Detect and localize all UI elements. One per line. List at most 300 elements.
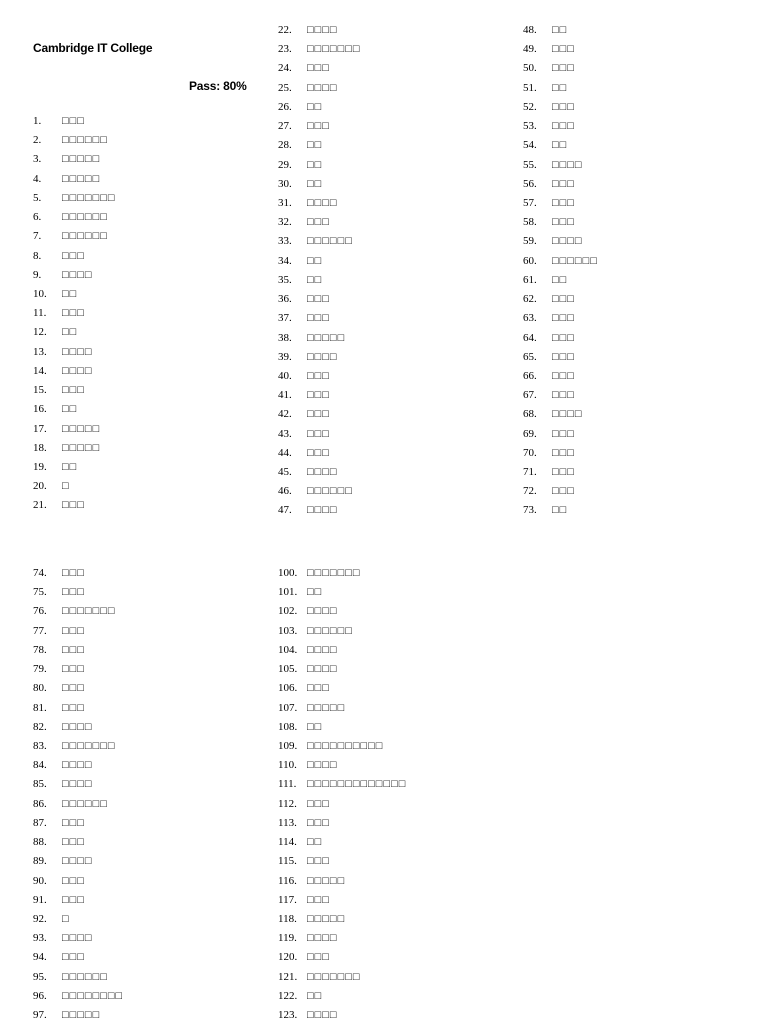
item-text: □□□ xyxy=(552,100,575,113)
item-number: 24. xyxy=(278,62,292,75)
item-text: □□□□ xyxy=(62,932,93,945)
list-item xyxy=(278,425,361,444)
item-number: 100. xyxy=(278,567,298,579)
item-text: □□□ xyxy=(552,350,575,363)
list-item xyxy=(278,929,406,948)
item-text: □□□□□□ xyxy=(62,797,108,810)
item-number: 38. xyxy=(278,331,292,344)
item-number: 52. xyxy=(523,100,537,113)
list-item xyxy=(33,775,123,794)
item-text: □□□□□ xyxy=(62,172,101,185)
item-number: 77. xyxy=(33,624,47,637)
item-number: 110. xyxy=(278,759,297,772)
item-text: □□□□ xyxy=(307,504,338,517)
item-text: □□ xyxy=(62,287,78,300)
item-number: 108. xyxy=(278,720,298,733)
list-item xyxy=(278,482,361,501)
item-text: □□□□□□ xyxy=(62,134,108,147)
item-number: 83. xyxy=(33,739,47,752)
item-number: 25. xyxy=(278,81,292,94)
item-text: □□ xyxy=(307,177,323,190)
item-text: □□□□□ xyxy=(307,912,346,925)
list-item xyxy=(33,304,116,323)
list-item xyxy=(33,564,123,583)
item-number: 72. xyxy=(523,485,537,498)
item-text: □□□ xyxy=(62,951,85,964)
item-text: □□□□ xyxy=(307,932,338,945)
item-text: □□□ xyxy=(552,216,575,229)
item-number: 92. xyxy=(33,912,47,925)
item-number: 84. xyxy=(33,759,47,772)
item-number: 102. xyxy=(278,605,298,618)
item-number: 111. xyxy=(278,778,297,791)
item-text: □□ xyxy=(307,139,323,152)
list-item xyxy=(278,891,406,910)
list-item xyxy=(278,564,406,583)
item-text: □□□ xyxy=(307,951,330,964)
list-item xyxy=(33,400,116,419)
item-text: □□□□ xyxy=(62,759,93,772)
item-number: 20. xyxy=(33,480,47,493)
list-item xyxy=(278,117,361,136)
item-number: 81. xyxy=(33,701,47,714)
item-text: □□□ xyxy=(62,663,85,676)
list-item xyxy=(278,641,406,660)
item-text: □□□ xyxy=(62,682,85,695)
list-item xyxy=(523,40,598,59)
item-number: 82. xyxy=(33,720,47,733)
item-number: 46. xyxy=(278,485,292,498)
item-text: □□□ xyxy=(62,836,85,849)
list-item xyxy=(523,386,598,405)
list-item xyxy=(33,833,123,852)
item-text: □□□ xyxy=(62,701,85,714)
item-number: 69. xyxy=(523,427,537,440)
item-text: □□□ xyxy=(62,874,85,887)
item-number: 70. xyxy=(523,446,537,459)
item-number: 119. xyxy=(278,932,297,945)
list-column-2 xyxy=(278,21,361,521)
item-number: 64. xyxy=(523,331,537,344)
item-number: 27. xyxy=(278,120,292,133)
item-number: 42. xyxy=(278,408,292,421)
list-item xyxy=(278,329,361,348)
item-number: 18. xyxy=(33,441,47,454)
list-item xyxy=(278,156,361,175)
list-item xyxy=(278,271,361,290)
item-number: 50. xyxy=(523,62,537,75)
item-number: 115. xyxy=(278,855,297,868)
item-text: □□□□□□□□□□ xyxy=(307,739,384,752)
item-number: 106. xyxy=(278,682,298,695)
list-item xyxy=(523,444,598,463)
item-number: 35. xyxy=(278,273,292,286)
item-text: □□□□□□□ xyxy=(307,43,361,56)
item-number: 60. xyxy=(523,254,537,267)
item-number: 59. xyxy=(523,235,537,248)
item-number: 11. xyxy=(33,307,47,320)
item-number: 8. xyxy=(33,249,42,262)
item-number: 107. xyxy=(278,701,298,714)
item-number: 61. xyxy=(523,273,537,286)
list-item xyxy=(523,156,598,175)
item-text: □□□□ xyxy=(62,268,93,281)
list-item xyxy=(278,309,361,328)
item-number: 6. xyxy=(33,211,42,224)
item-number: 95. xyxy=(33,970,47,983)
item-number: 54. xyxy=(523,139,537,152)
item-number: 71. xyxy=(523,466,537,479)
item-number: 9. xyxy=(33,268,42,281)
item-text: □□ xyxy=(307,989,323,1002)
item-text: □ xyxy=(62,480,70,493)
list-item xyxy=(33,439,116,458)
item-number: 7. xyxy=(33,230,42,243)
item-number: 114. xyxy=(278,836,297,849)
list-item xyxy=(523,194,598,213)
list-item xyxy=(278,79,361,98)
item-text: □□□ xyxy=(552,177,575,190)
pass-mark: Pass: 80% xyxy=(189,79,247,93)
list-item xyxy=(33,496,116,515)
item-number: 78. xyxy=(33,643,47,656)
item-number: 63. xyxy=(523,312,537,325)
item-number: 16. xyxy=(33,403,47,416)
list-item xyxy=(33,170,116,189)
list-item xyxy=(33,323,116,342)
item-text: □□□ xyxy=(552,389,575,402)
item-text: □□ xyxy=(307,720,323,733)
list-item xyxy=(278,367,361,386)
item-text: □□□□□ xyxy=(307,331,346,344)
list-item xyxy=(278,213,361,232)
list-item xyxy=(33,602,123,621)
item-text: □□□ xyxy=(62,893,85,906)
item-number: 87. xyxy=(33,816,47,829)
list-item xyxy=(278,290,361,309)
list-item xyxy=(33,872,123,891)
item-text: □□□ xyxy=(307,369,330,382)
item-number: 94. xyxy=(33,951,47,964)
item-number: 67. xyxy=(523,389,537,402)
list-item xyxy=(33,285,116,304)
list-item xyxy=(33,208,116,227)
item-number: 85. xyxy=(33,778,47,791)
item-text: □□□□□□ xyxy=(307,624,353,637)
item-text: □□ xyxy=(307,100,323,113)
list-item xyxy=(33,381,116,400)
item-number: 51. xyxy=(523,81,537,94)
item-text: □□□ xyxy=(552,293,575,306)
list-item xyxy=(523,79,598,98)
list-item xyxy=(278,348,361,367)
item-number: 75. xyxy=(33,586,47,599)
item-text: □□ xyxy=(307,273,323,286)
item-number: 47. xyxy=(278,504,292,517)
list-item xyxy=(278,583,406,602)
item-text: □□ xyxy=(307,158,323,171)
list-item xyxy=(33,756,123,775)
list-item xyxy=(278,756,406,775)
item-number: 65. xyxy=(523,350,537,363)
list-item xyxy=(523,98,598,117)
list-item xyxy=(33,948,123,967)
item-text: □□□ xyxy=(307,682,330,695)
item-text: □□□□ xyxy=(307,663,338,676)
item-number: 41. xyxy=(278,389,292,402)
item-text: □□□ xyxy=(552,331,575,344)
list-item xyxy=(523,348,598,367)
item-number: 109. xyxy=(278,739,298,752)
item-text: □□ xyxy=(552,504,568,517)
list-item xyxy=(523,463,598,482)
list-item xyxy=(278,194,361,213)
item-text: □□□ xyxy=(62,567,85,579)
list-item xyxy=(278,501,361,520)
list-item xyxy=(523,21,598,40)
item-number: 73. xyxy=(523,504,537,517)
item-text: □□□□□ xyxy=(307,701,346,714)
list-item xyxy=(33,362,116,381)
item-text: □□□□ xyxy=(552,408,583,421)
list-item xyxy=(33,891,123,910)
list-item xyxy=(523,309,598,328)
item-number: 56. xyxy=(523,177,537,190)
list-item xyxy=(278,59,361,78)
item-text: □□□ xyxy=(307,312,330,325)
item-text: □□□□ xyxy=(307,466,338,479)
item-text: □□□□ xyxy=(62,720,93,733)
item-number: 26. xyxy=(278,100,292,113)
item-text: □□□□ xyxy=(62,345,93,358)
list-item xyxy=(523,501,598,520)
item-text: □□ xyxy=(62,460,78,473)
list-item xyxy=(278,232,361,251)
item-number: 43. xyxy=(278,427,292,440)
list-item xyxy=(33,266,116,285)
list-item xyxy=(278,98,361,117)
list-item xyxy=(33,622,123,641)
list-item xyxy=(278,405,361,424)
list-item xyxy=(33,420,116,439)
item-text: □□□□□□□ xyxy=(62,605,116,618)
item-number: 79. xyxy=(33,663,47,676)
item-number: 122. xyxy=(278,989,298,1002)
item-text: □□□ xyxy=(552,43,575,56)
item-number: 32. xyxy=(278,216,292,229)
list-item xyxy=(278,948,406,967)
list-item xyxy=(523,329,598,348)
item-text: □□□ xyxy=(552,485,575,498)
item-number: 30. xyxy=(278,177,292,190)
list-column-4 xyxy=(33,564,123,1025)
list-column-3 xyxy=(523,21,598,521)
list-item xyxy=(33,910,123,929)
list-item xyxy=(278,136,361,155)
item-number: 90. xyxy=(33,874,47,887)
item-text: □□ xyxy=(307,836,323,849)
item-text: □□□ xyxy=(307,62,330,75)
item-number: 86. xyxy=(33,797,47,810)
item-text: □□□□ xyxy=(307,759,338,772)
item-text: □□□□ xyxy=(307,605,338,618)
item-number: 66. xyxy=(523,369,537,382)
item-text: □ xyxy=(62,912,70,925)
item-number: 117. xyxy=(278,893,297,906)
list-item xyxy=(278,444,361,463)
list-item xyxy=(33,718,123,737)
item-number: 44. xyxy=(278,446,292,459)
item-number: 21. xyxy=(33,499,47,512)
item-text: □□□□□□□ xyxy=(62,739,116,752)
list-item xyxy=(33,112,116,131)
list-item xyxy=(523,425,598,444)
item-number: 88. xyxy=(33,836,47,849)
list-item xyxy=(33,852,123,871)
list-item xyxy=(523,213,598,232)
item-text: □□□ xyxy=(552,427,575,440)
item-text: □□□ xyxy=(62,499,85,512)
item-number: 80. xyxy=(33,682,47,695)
item-number: 1. xyxy=(33,115,42,127)
item-text: □□□ xyxy=(552,466,575,479)
item-text: □□□□ xyxy=(552,235,583,248)
item-number: 13. xyxy=(33,345,47,358)
list-item xyxy=(33,795,123,814)
list-item xyxy=(278,463,361,482)
list-item xyxy=(523,252,598,271)
item-text: □□□ xyxy=(552,196,575,209)
list-item xyxy=(523,367,598,386)
list-item xyxy=(278,718,406,737)
item-number: 105. xyxy=(278,663,298,676)
item-text: □□ xyxy=(552,139,568,152)
list-item xyxy=(278,622,406,641)
item-text: □□□ xyxy=(552,312,575,325)
list-item xyxy=(278,1006,406,1025)
item-text: □□□□□□□ xyxy=(307,970,361,983)
list-item xyxy=(33,583,123,602)
item-number: 58. xyxy=(523,216,537,229)
item-number: 62. xyxy=(523,293,537,306)
item-number: 118. xyxy=(278,912,297,925)
item-number: 76. xyxy=(33,605,47,618)
item-number: 93. xyxy=(33,932,47,945)
item-text: □□□ xyxy=(307,389,330,402)
item-text: □□□ xyxy=(307,446,330,459)
list-item xyxy=(33,477,116,496)
list-item xyxy=(33,814,123,833)
list-item xyxy=(33,987,123,1006)
list-item xyxy=(278,40,361,59)
list-item xyxy=(33,1006,123,1025)
item-text: □□□□ xyxy=(307,350,338,363)
list-item xyxy=(278,602,406,621)
list-item xyxy=(523,290,598,309)
item-number: 22. xyxy=(278,24,292,36)
item-number: 45. xyxy=(278,466,292,479)
item-number: 74. xyxy=(33,567,47,579)
list-item xyxy=(33,227,116,246)
item-text: □□□ xyxy=(62,816,85,829)
item-number: 39. xyxy=(278,350,292,363)
item-number: 96. xyxy=(33,989,47,1002)
item-text: □□□□□□ xyxy=(307,485,353,498)
item-text: □□□ xyxy=(62,249,85,262)
item-text: □□□□ xyxy=(552,158,583,171)
item-number: 104. xyxy=(278,643,298,656)
item-number: 112. xyxy=(278,797,297,810)
item-number: 31. xyxy=(278,196,292,209)
list-item xyxy=(33,458,116,477)
list-item xyxy=(278,679,406,698)
item-text: □□□ xyxy=(307,816,330,829)
list-item xyxy=(523,59,598,78)
item-number: 53. xyxy=(523,120,537,133)
list-item xyxy=(278,968,406,987)
item-number: 97. xyxy=(33,1009,47,1022)
item-number: 19. xyxy=(33,460,47,473)
list-item xyxy=(278,910,406,929)
item-text: □□ xyxy=(307,586,323,599)
list-item xyxy=(33,247,116,266)
item-number: 14. xyxy=(33,364,47,377)
list-item xyxy=(33,679,123,698)
item-number: 17. xyxy=(33,422,47,435)
item-number: 55. xyxy=(523,158,537,171)
list-item xyxy=(278,699,406,718)
list-item xyxy=(33,343,116,362)
item-text: □□□□□□□□□□□□□ xyxy=(307,778,407,791)
list-item xyxy=(523,136,598,155)
item-number: 4. xyxy=(33,172,42,185)
list-item xyxy=(33,641,123,660)
list-item xyxy=(278,852,406,871)
item-number: 36. xyxy=(278,293,292,306)
item-text: □□□ xyxy=(307,855,330,868)
item-text: □□ xyxy=(552,273,568,286)
item-text: □□ xyxy=(552,24,568,36)
item-text: □□□□□ xyxy=(62,1009,101,1022)
item-number: 34. xyxy=(278,254,292,267)
list-item xyxy=(278,175,361,194)
list-column-1 xyxy=(33,112,116,516)
item-number: 120. xyxy=(278,951,298,964)
item-number: 5. xyxy=(33,191,42,204)
item-number: 89. xyxy=(33,855,47,868)
list-item xyxy=(278,252,361,271)
item-number: 23. xyxy=(278,43,292,56)
item-text: □□□□□□□ xyxy=(307,567,361,579)
item-number: 57. xyxy=(523,196,537,209)
item-text: □□□ xyxy=(307,216,330,229)
item-text: □□□□□ xyxy=(62,422,101,435)
list-column-5 xyxy=(278,564,406,1025)
list-item xyxy=(278,386,361,405)
item-number: 29. xyxy=(278,158,292,171)
list-item xyxy=(523,405,598,424)
list-item xyxy=(278,872,406,891)
list-item xyxy=(33,660,123,679)
item-number: 91. xyxy=(33,893,47,906)
list-item xyxy=(278,833,406,852)
item-text: □□□□ xyxy=(307,81,338,94)
item-number: 28. xyxy=(278,139,292,152)
list-item xyxy=(523,271,598,290)
item-text: □□□□□□ xyxy=(62,970,108,983)
item-text: □□□□ xyxy=(62,778,93,791)
item-text: □□□ xyxy=(307,120,330,133)
